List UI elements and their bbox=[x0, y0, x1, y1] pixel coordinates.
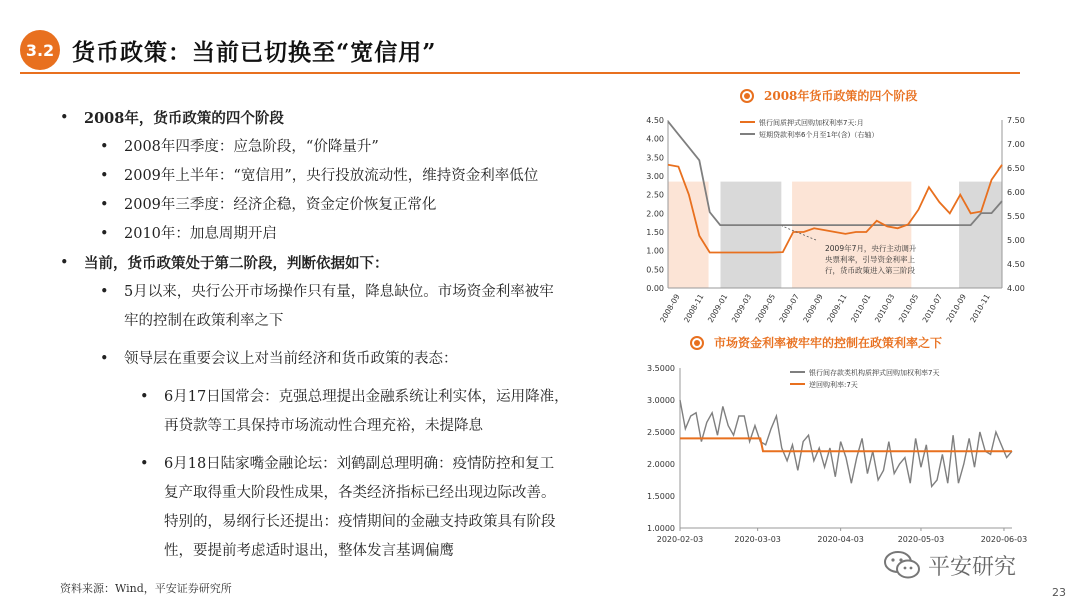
chart2-title-text: 市场资金利率被牢牢的控制在政策利率之下 bbox=[714, 336, 943, 350]
bullet-2008-q4 bbox=[60, 133, 620, 162]
y-tick-right-label: 6.00 bbox=[1007, 188, 1025, 197]
bullet-text: 2008年四季度：应急阶段，“价降量升” bbox=[124, 139, 379, 155]
x-tick-label: 2020-05-03 bbox=[897, 535, 945, 544]
y-tick-label: 3.5000 bbox=[647, 364, 675, 373]
bullet-lujiazui-forum bbox=[60, 450, 620, 566]
chart1-svg bbox=[630, 108, 1070, 338]
y-tick-left-label: 2.50 bbox=[646, 190, 664, 200]
bullet-leadership bbox=[60, 345, 620, 374]
bullet-text: 牢的控制在政策利率之下 bbox=[124, 313, 284, 329]
y-tick-left-label: 2.00 bbox=[646, 209, 664, 219]
bullet-text: 领导层在重要会议上对当前经济和货币政策的表态： bbox=[124, 351, 458, 367]
x-tick-label: 2008-09 bbox=[658, 292, 682, 325]
x-tick-label: 2010-01 bbox=[849, 292, 873, 325]
bullet-text: 再贷款等工具保持市场流动性合理充裕，未提降息 bbox=[164, 418, 483, 434]
section-badge: 3.2 bbox=[20, 30, 60, 70]
y-tick-left-label: 0.00 bbox=[646, 284, 664, 293]
y-tick-label: 1.0000 bbox=[647, 524, 675, 533]
bullet-open-market bbox=[60, 278, 620, 336]
legend-label-market-rate: 银行间存款类机构质押式回购加权利率7天 bbox=[809, 369, 940, 377]
legend-label-reverse-repo: 逆回购利率:7天 bbox=[809, 381, 858, 389]
annotation-text: 行，货币政策进入第三阶段 bbox=[825, 266, 915, 275]
header bbox=[20, 30, 436, 70]
bullet-dot: • bbox=[100, 351, 109, 367]
y-tick-right-label: 7.50 bbox=[1007, 116, 1025, 125]
legend-label-loan: 短期贷款利率6个月至1年(含)（右轴） bbox=[759, 131, 879, 139]
bullet-current-stage bbox=[60, 249, 620, 278]
bullet-text: 2009年上半年：“宽信用”，央行投放流动性，维持资金利率低位 bbox=[124, 168, 539, 184]
bullet-text: 特别的，易纲行长还提出：疫情期间的金融支持政策具有阶段 bbox=[164, 514, 556, 530]
bullet-dot: • bbox=[60, 255, 69, 271]
y-tick-label: 1.5000 bbox=[647, 492, 675, 501]
phase-band-1 bbox=[720, 182, 781, 288]
bullet-text: 当前，货币政策处于第二阶段，判断依据如下： bbox=[84, 255, 389, 272]
bullet-2010 bbox=[60, 220, 620, 249]
x-tick-label: 2009-01 bbox=[705, 292, 730, 325]
bullet-list bbox=[60, 104, 620, 566]
bullet-dot: • bbox=[60, 110, 69, 126]
y-tick-label: 2.5000 bbox=[647, 428, 675, 437]
page-number: 23 bbox=[1052, 586, 1066, 599]
bullet-2009-h1 bbox=[60, 162, 620, 191]
chart1-title-text: 2008年货币政策的四个阶段 bbox=[764, 89, 918, 103]
bullet-text: 2010年：加息周期开启 bbox=[124, 226, 277, 242]
x-tick-label: 2009-05 bbox=[753, 292, 778, 325]
x-tick-label: 2010-11 bbox=[968, 292, 992, 325]
bullet-dot: • bbox=[140, 389, 149, 405]
x-tick-label: 2020-04-03 bbox=[817, 535, 864, 544]
y-tick-right-label: 6.50 bbox=[1007, 164, 1025, 173]
phase-band-0 bbox=[668, 182, 709, 288]
bullet-dot: • bbox=[100, 197, 109, 213]
bullet-text: 2009年三季度：经济企稳，资金定价恢复正常化 bbox=[124, 197, 437, 213]
x-tick-label: 2010-03 bbox=[872, 292, 897, 325]
y-tick-left-label: 3.50 bbox=[646, 153, 664, 163]
bullet-state-council bbox=[60, 383, 620, 441]
annotation-text: 2009年7月，央行主动调升 bbox=[825, 244, 917, 253]
phase-band-3 bbox=[959, 182, 1002, 288]
y-tick-right-label: 5.00 bbox=[1007, 236, 1025, 245]
target-icon bbox=[690, 336, 704, 350]
brand-logo bbox=[882, 548, 1016, 582]
legend-label-repo: 银行间质押式回购加权利率7天:月 bbox=[759, 119, 864, 127]
x-tick-label: 2009-03 bbox=[729, 292, 754, 325]
x-tick-label: 2010-07 bbox=[920, 292, 945, 325]
chart2-title bbox=[690, 334, 942, 351]
y-tick-label: 2.0000 bbox=[647, 460, 675, 469]
x-tick-label: 2020-06-03 bbox=[980, 535, 1028, 544]
y-tick-right-label: 4.50 bbox=[1007, 260, 1025, 269]
series-line-market-rate bbox=[680, 400, 1012, 486]
bullet-dot: • bbox=[100, 168, 109, 184]
y-tick-right-label: 7.00 bbox=[1007, 140, 1025, 149]
y-tick-label: 3.0000 bbox=[647, 396, 675, 405]
bullet-text: 性，要提前考虑适时退出，整体发言基调偏鹰 bbox=[164, 543, 454, 559]
x-tick-label: 2010-09 bbox=[944, 292, 968, 325]
bullet-dot: • bbox=[140, 456, 149, 472]
chart1-title bbox=[740, 87, 917, 104]
x-tick-label: 2010-05 bbox=[896, 292, 921, 325]
y-tick-left-label: 4.50 bbox=[646, 116, 664, 125]
x-tick-label: 2009-09 bbox=[801, 292, 825, 325]
chart2-svg bbox=[630, 358, 1030, 558]
x-tick-label: 2008-11 bbox=[682, 292, 706, 325]
bullet-text: 5月以来，央行公开市场操作只有量，降息缺位。市场资金利率被牢 bbox=[124, 284, 554, 300]
page-title: 货币政策：当前已切换至“宽信用” bbox=[72, 38, 437, 66]
y-tick-left-label: 1.50 bbox=[646, 228, 664, 237]
bullet-2008-stages bbox=[60, 104, 620, 133]
logo-text: 平安研究 bbox=[928, 554, 1017, 580]
source-note: 资料来源：Wind，平安证券研究所 bbox=[60, 582, 232, 595]
series-line-reverse-repo bbox=[680, 438, 1012, 451]
bullet-2009-q3 bbox=[60, 191, 620, 220]
x-tick-label: 2020-03-03 bbox=[734, 535, 781, 544]
y-tick-left-label: 0.50 bbox=[646, 265, 664, 275]
y-tick-left-label: 1.00 bbox=[646, 246, 664, 256]
y-tick-left-label: 3.00 bbox=[646, 172, 664, 181]
header-divider bbox=[20, 72, 1020, 74]
x-tick-label: 2009-07 bbox=[777, 292, 801, 325]
bullet-text: 6月17日国常会：克强总理提出金融系统让利实体，运用降准， bbox=[164, 389, 569, 405]
bullet-dot: • bbox=[100, 226, 109, 242]
y-tick-right-label: 5.50 bbox=[1007, 212, 1025, 221]
x-tick-label: 2009-11 bbox=[825, 292, 849, 325]
y-tick-right-label: 4.00 bbox=[1007, 284, 1025, 293]
bullet-text: 2008年，货币政策的四个阶段 bbox=[84, 110, 284, 127]
wechat-icon bbox=[882, 548, 922, 582]
bullet-text: 6月18日陆家嘴金融论坛：刘鹤副总理明确：疫情防控和复工 bbox=[164, 456, 555, 472]
bullet-dot: • bbox=[100, 139, 109, 155]
bullet-text: 复产取得重大阶段性成果，各类经济指标已经出现边际改善。 bbox=[164, 485, 556, 501]
y-tick-left-label: 4.00 bbox=[646, 134, 664, 144]
x-tick-label: 2020-02-03 bbox=[656, 535, 704, 544]
bullet-dot: • bbox=[100, 284, 109, 300]
annotation-text: 央票利率，引导资金利率上 bbox=[825, 255, 915, 264]
target-icon bbox=[740, 89, 754, 103]
